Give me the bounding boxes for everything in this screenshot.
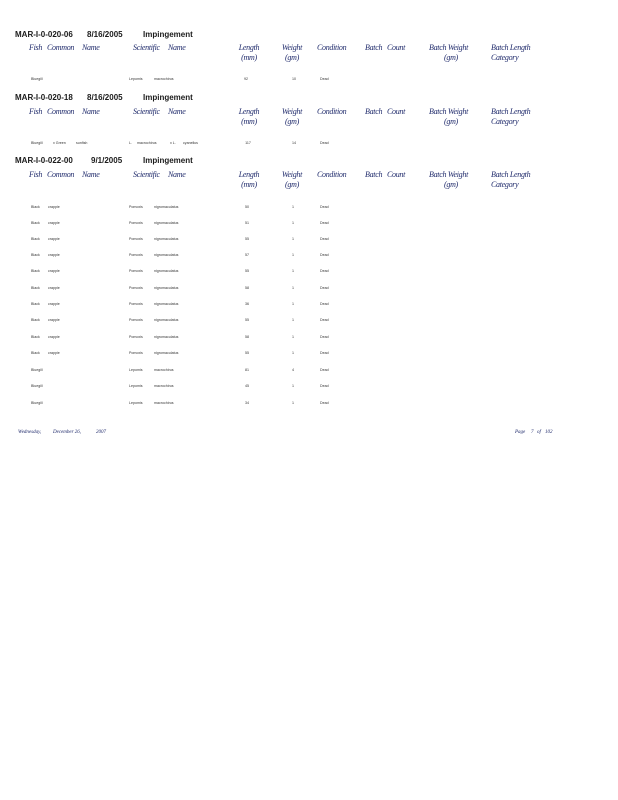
cell-condition: Dead bbox=[320, 368, 329, 372]
cell-scientific-2: nigromaculatus bbox=[154, 286, 179, 290]
cell-scientific: Pomoxis bbox=[129, 237, 143, 241]
cell-scientific-2: nigromaculatus bbox=[154, 302, 179, 306]
cell-condition: Dead bbox=[320, 205, 329, 209]
col-length2-label: Length bbox=[509, 107, 531, 116]
cell-common-2: crappie bbox=[48, 237, 60, 241]
cell-scientific-2: nigromaculatus bbox=[154, 205, 179, 209]
col-count: Count bbox=[387, 107, 406, 116]
cell-common: Black bbox=[31, 253, 40, 257]
col-sci-name: Name bbox=[168, 107, 186, 116]
cell-length: 81 bbox=[245, 368, 249, 372]
sample-id: MAR-I-0-020-18 bbox=[15, 93, 73, 102]
col-weight2-unit: (gm) bbox=[444, 116, 458, 126]
col-length bbox=[237, 43, 261, 62]
col-batch-length-category bbox=[491, 107, 530, 126]
cell-scientific-2: nigromaculatus bbox=[154, 221, 179, 225]
col-name: Name bbox=[82, 170, 100, 179]
col-length-label: Length bbox=[238, 170, 260, 179]
cell-common-2: crappie bbox=[48, 221, 60, 225]
cell-common: Black bbox=[31, 335, 40, 339]
cell-common-2: crappie bbox=[48, 253, 60, 257]
cell-weight: 1 bbox=[292, 302, 294, 306]
cell-common-2: crappie bbox=[48, 286, 60, 290]
cell-scientific-2: nigromaculatus bbox=[154, 269, 179, 273]
cell-weight: 1 bbox=[292, 221, 294, 225]
cell-weight: 1 bbox=[292, 253, 294, 257]
col-sci-name: Name bbox=[168, 170, 186, 179]
cell-weight: 1 bbox=[292, 335, 294, 339]
table-row bbox=[0, 349, 618, 357]
col-weight bbox=[280, 107, 304, 126]
col-weight bbox=[280, 170, 304, 189]
col-weight-label: Weight bbox=[281, 107, 303, 116]
cell-common: Black bbox=[31, 221, 40, 225]
cell-condition: Dead bbox=[320, 401, 329, 405]
col-length bbox=[237, 170, 261, 189]
cell-common-3: sunfish bbox=[76, 141, 88, 145]
cell-length: 34 bbox=[245, 401, 249, 405]
cell-weight: 10 bbox=[292, 77, 296, 81]
column-header bbox=[0, 107, 618, 131]
col-batch3-label: Batch bbox=[491, 43, 509, 52]
cell-scientific: Pomoxis bbox=[129, 351, 143, 355]
col-fish: Fish bbox=[29, 170, 43, 179]
col-batch3-label: Batch bbox=[491, 107, 509, 116]
col-length bbox=[237, 107, 261, 126]
table-row bbox=[0, 300, 618, 308]
col-length2-label: Length bbox=[509, 43, 531, 52]
cell-weight: 1 bbox=[292, 401, 294, 405]
col-category-label: Category bbox=[491, 52, 519, 62]
cell-condition: Dead bbox=[320, 335, 329, 339]
col-weight2-unit: (gm) bbox=[444, 52, 458, 62]
footer-page-number: 7 bbox=[531, 430, 534, 435]
table-row bbox=[0, 267, 618, 275]
cell-length: 55 bbox=[245, 351, 249, 355]
cell-scientific-2: nigromaculatus bbox=[154, 237, 179, 241]
col-name: Name bbox=[82, 43, 100, 52]
col-weight-label: Weight bbox=[281, 43, 303, 52]
cell-common: Black bbox=[31, 205, 40, 209]
cell-scientific: Pomoxis bbox=[129, 221, 143, 225]
col-weight2-label: Weight bbox=[447, 170, 469, 179]
cell-condition: Dead bbox=[320, 351, 329, 355]
cell-scientific-3: x L. bbox=[170, 141, 176, 145]
column-header bbox=[0, 170, 618, 194]
cell-condition: Dead bbox=[320, 384, 329, 388]
cell-weight: 1 bbox=[292, 318, 294, 322]
col-scientific: Scientific bbox=[133, 107, 160, 116]
sample-type: Impingement bbox=[143, 156, 193, 165]
col-length-unit: (mm) bbox=[241, 116, 257, 126]
sample-date: 9/1/2005 bbox=[91, 156, 123, 165]
cell-scientific: Pomoxis bbox=[129, 253, 143, 257]
cell-condition: Dead bbox=[320, 318, 329, 322]
col-category-label: Category bbox=[491, 116, 519, 126]
cell-common: Black bbox=[31, 351, 40, 355]
cell-common-2: crappie bbox=[48, 351, 60, 355]
cell-weight: 1 bbox=[292, 384, 294, 388]
table-row bbox=[0, 75, 618, 83]
cell-condition: Dead bbox=[320, 253, 329, 257]
cell-common: Black bbox=[31, 302, 40, 306]
sample-id: MAR-I-0-020-06 bbox=[15, 30, 73, 39]
col-batch-label: Batch bbox=[429, 43, 447, 52]
footer-month-day: December 26, bbox=[53, 430, 82, 435]
cell-scientific-2: macrochirus bbox=[154, 384, 174, 388]
cell-length: 58 bbox=[245, 335, 249, 339]
cell-length: 45 bbox=[245, 384, 249, 388]
cell-length: 55 bbox=[245, 318, 249, 322]
footer-year: 2007 bbox=[96, 430, 106, 435]
cell-common: Black bbox=[31, 318, 40, 322]
cell-common: Bluegill bbox=[31, 141, 43, 145]
column-header bbox=[0, 43, 618, 67]
col-weight2-label: Weight bbox=[447, 43, 469, 52]
cell-common-2: crappie bbox=[48, 205, 60, 209]
col-batch-length-category bbox=[491, 43, 530, 62]
cell-condition: Dead bbox=[320, 286, 329, 290]
col-condition: Condition bbox=[317, 170, 347, 179]
col-length-unit: (mm) bbox=[241, 52, 257, 62]
cell-common-2: crappie bbox=[48, 269, 60, 273]
table-row bbox=[0, 399, 618, 407]
table-row bbox=[0, 139, 618, 147]
cell-scientific-2: nigromaculatus bbox=[154, 335, 179, 339]
col-count: Count bbox=[387, 170, 406, 179]
cell-weight: 1 bbox=[292, 269, 294, 273]
cell-scientific: L. bbox=[129, 141, 132, 145]
table-row bbox=[0, 284, 618, 292]
col-scientific: Scientific bbox=[133, 170, 160, 179]
cell-weight: 1 bbox=[292, 205, 294, 209]
cell-length: 55 bbox=[245, 269, 249, 273]
sample-id: MAR-I-0-022-00 bbox=[15, 156, 73, 165]
sample-date: 8/16/2005 bbox=[87, 93, 123, 102]
cell-condition: Dead bbox=[320, 237, 329, 241]
col-fish: Fish bbox=[29, 43, 43, 52]
table-row bbox=[0, 235, 618, 243]
col-weight-unit: (gm) bbox=[285, 52, 299, 62]
table-row bbox=[0, 382, 618, 390]
cell-scientific: Lepomis bbox=[129, 384, 143, 388]
col-condition: Condition bbox=[317, 107, 347, 116]
cell-common: Black bbox=[31, 286, 40, 290]
cell-common: Bluegill bbox=[31, 401, 43, 405]
cell-scientific: Pomoxis bbox=[129, 318, 143, 322]
footer-weekday: Wednesday, bbox=[18, 430, 42, 435]
cell-scientific-2: nigromaculatus bbox=[154, 253, 179, 257]
footer-of-label: of bbox=[537, 430, 541, 435]
cell-condition: Dead bbox=[320, 221, 329, 225]
table-row bbox=[0, 316, 618, 324]
col-common: Common bbox=[47, 107, 75, 116]
cell-weight: 1 bbox=[292, 237, 294, 241]
col-category-label: Category bbox=[491, 179, 519, 189]
col-name: Name bbox=[82, 107, 100, 116]
cell-condition: Dead bbox=[320, 141, 329, 145]
cell-scientific-2: nigromaculatus bbox=[154, 351, 179, 355]
cell-scientific: Pomoxis bbox=[129, 286, 143, 290]
col-batch-weight bbox=[429, 43, 468, 62]
col-batch-length-category bbox=[491, 170, 530, 189]
table-row bbox=[0, 203, 618, 211]
cell-common-2: crappie bbox=[48, 318, 60, 322]
table-row bbox=[0, 333, 618, 341]
table-row bbox=[0, 219, 618, 227]
col-count: Count bbox=[387, 43, 406, 52]
cell-length: 55 bbox=[245, 237, 249, 241]
cell-length: 50 bbox=[245, 205, 249, 209]
col-batch: Batch bbox=[365, 43, 383, 52]
col-scientific: Scientific bbox=[133, 43, 160, 52]
cell-length: 57 bbox=[245, 253, 249, 257]
col-batch-weight bbox=[429, 107, 468, 126]
cell-common: Black bbox=[31, 269, 40, 273]
cell-scientific-4: cyanellus bbox=[183, 141, 198, 145]
col-weight-unit: (gm) bbox=[285, 116, 299, 126]
col-fish: Fish bbox=[29, 107, 43, 116]
cell-length: 92 bbox=[244, 77, 248, 81]
col-batch-label: Batch bbox=[429, 170, 447, 179]
col-batch: Batch bbox=[365, 170, 383, 179]
sample-type: Impingement bbox=[143, 93, 193, 102]
col-weight-label: Weight bbox=[281, 170, 303, 179]
cell-scientific-2: macrochirus bbox=[137, 141, 157, 145]
cell-scientific-2: macrochirus bbox=[154, 368, 174, 372]
cell-scientific-2: macrochirus bbox=[154, 401, 174, 405]
col-common: Common bbox=[47, 43, 75, 52]
cell-length: 36 bbox=[245, 302, 249, 306]
table-row bbox=[0, 366, 618, 374]
cell-scientific: Lepomis bbox=[129, 368, 143, 372]
cell-weight: 1 bbox=[292, 286, 294, 290]
cell-scientific-2: macrochirus bbox=[154, 77, 174, 81]
cell-length: 51 bbox=[245, 221, 249, 225]
sample-type: Impingement bbox=[143, 30, 193, 39]
col-length2-label: Length bbox=[509, 170, 531, 179]
col-weight bbox=[280, 43, 304, 62]
cell-weight: 14 bbox=[292, 141, 296, 145]
col-length-unit: (mm) bbox=[241, 179, 257, 189]
cell-condition: Dead bbox=[320, 269, 329, 273]
cell-common: Bluegill bbox=[31, 384, 43, 388]
footer-page-label: Page bbox=[515, 430, 526, 435]
cell-length: 117 bbox=[245, 141, 251, 145]
col-batch3-label: Batch bbox=[491, 170, 509, 179]
cell-common: Black bbox=[31, 237, 40, 241]
sample-date: 8/16/2005 bbox=[87, 30, 123, 39]
cell-scientific: Lepomis bbox=[129, 77, 143, 81]
col-batch-weight bbox=[429, 170, 468, 189]
cell-common: Bluegill bbox=[31, 368, 43, 372]
cell-scientific: Pomoxis bbox=[129, 205, 143, 209]
col-common: Common bbox=[47, 170, 75, 179]
col-condition: Condition bbox=[317, 43, 347, 52]
cell-scientific: Pomoxis bbox=[129, 335, 143, 339]
cell-scientific: Lepomis bbox=[129, 401, 143, 405]
footer-page-total: 102 bbox=[545, 430, 553, 435]
col-batch-label: Batch bbox=[429, 107, 447, 116]
cell-weight: 4 bbox=[292, 368, 294, 372]
cell-condition: Dead bbox=[320, 77, 329, 81]
cell-scientific: Pomoxis bbox=[129, 269, 143, 273]
table-row bbox=[0, 251, 618, 259]
cell-scientific-2: nigromaculatus bbox=[154, 318, 179, 322]
cell-condition: Dead bbox=[320, 302, 329, 306]
cell-common-2: crappie bbox=[48, 302, 60, 306]
cell-common-2: crappie bbox=[48, 335, 60, 339]
cell-scientific: Pomoxis bbox=[129, 302, 143, 306]
col-weight2-unit: (gm) bbox=[444, 179, 458, 189]
col-sci-name: Name bbox=[168, 43, 186, 52]
cell-length: 58 bbox=[245, 286, 249, 290]
page-footer bbox=[0, 430, 618, 440]
cell-weight: 1 bbox=[292, 351, 294, 355]
col-weight-unit: (gm) bbox=[285, 179, 299, 189]
cell-common: Bluegill bbox=[31, 77, 43, 81]
cell-common-2: x Green bbox=[53, 141, 66, 145]
col-batch: Batch bbox=[365, 107, 383, 116]
col-length-label: Length bbox=[238, 43, 260, 52]
col-length-label: Length bbox=[238, 107, 260, 116]
col-weight2-label: Weight bbox=[447, 107, 469, 116]
